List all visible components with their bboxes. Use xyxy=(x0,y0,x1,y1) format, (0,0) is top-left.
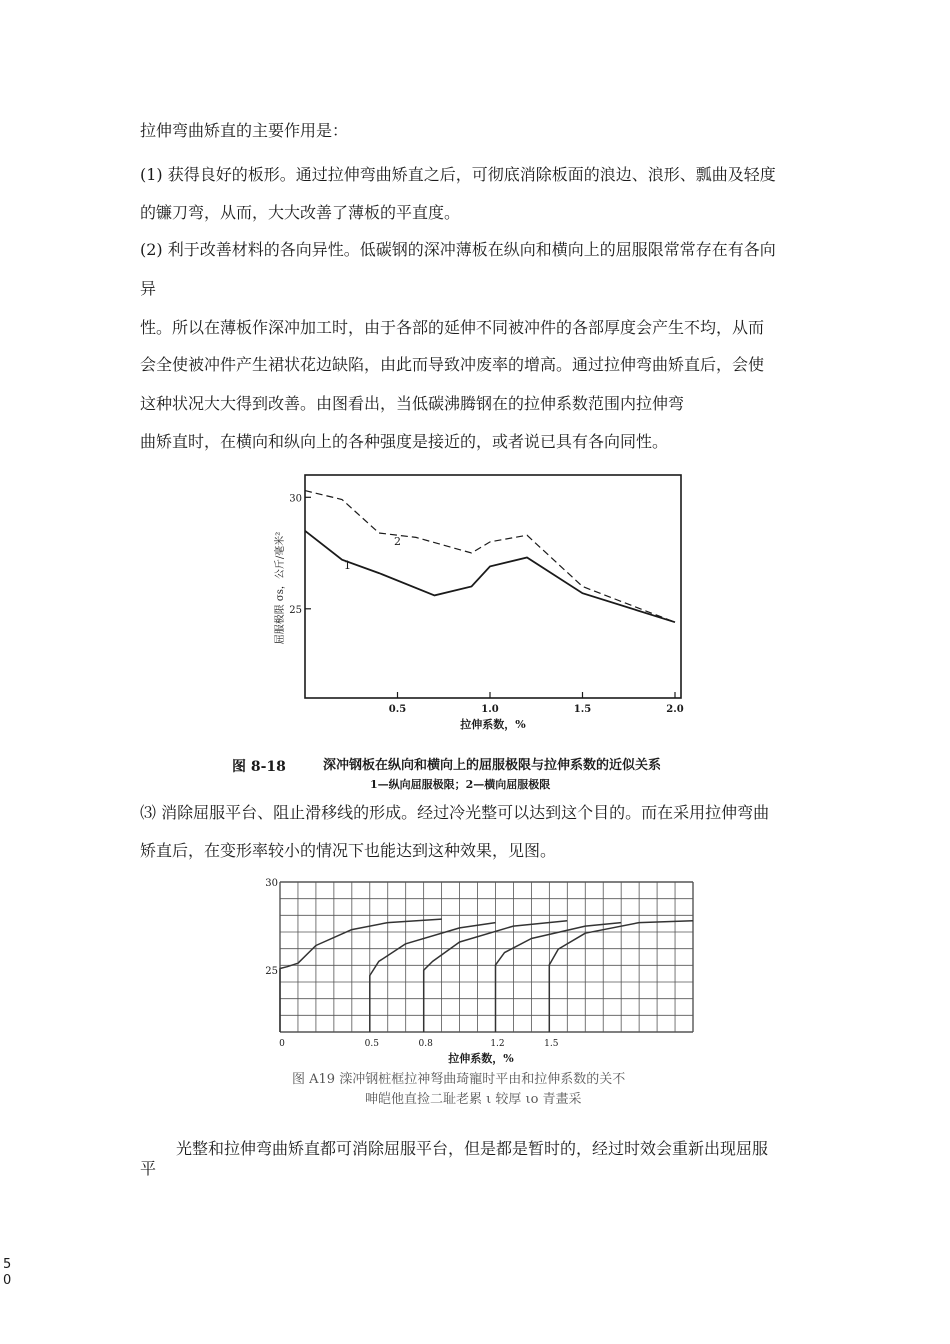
x-tick-label: 1.2 xyxy=(490,1039,505,1049)
x-tick-label: 1.5 xyxy=(544,1039,559,1049)
paragraph-1-line-1: (1) 获得良好的板形。通过拉伸弯曲矫直之后，可彻底消除板面的浪边、浪形、瓢曲及轻度 xyxy=(140,165,776,184)
figure-a19-chart xyxy=(258,878,700,1068)
series-1-line xyxy=(305,531,675,622)
figure-1-legend: 1—纵向屈服极限；2—横向屈服极限 xyxy=(370,778,551,791)
paragraph-2-line-2: 异 xyxy=(140,279,157,298)
series-2-line xyxy=(305,491,675,623)
y-axis-label: 屈服极限 σs，公斤/毫米² xyxy=(275,531,286,645)
paragraph-3-line-2: 矫直后，在变形率较小的情况下也能达到这种效果，见图。 xyxy=(140,841,557,860)
figure-1-number: 图 8-18 xyxy=(232,759,286,775)
x-tick-label: 2.0 xyxy=(666,704,684,715)
paragraph-2-line-4: 会全使被冲件产生裙状花边缺陷，由此而导致冲废率的增高。通过拉伸弯曲矫直后，会使 xyxy=(140,355,765,374)
paragraph-1-line-2: 的镰刀弯，从而，大大改善了薄板的平直度。 xyxy=(140,203,461,222)
paragraph-4-line-1: 光整和拉伸弯曲矫直都可消除屈服平台，但是都是暂时的，经过时效会重新出现屈服 xyxy=(176,1139,769,1158)
curve-1-label: 1 xyxy=(344,559,351,572)
figure-2-caption-line-2: 呻皑他直捡二耻老累 ι 较厚 ιo 青畫采 xyxy=(365,1092,582,1107)
paragraph-3-line-1: ⑶ 消除屈服平台、阻止滑移线的形成。经过冷光整可以达到这个目的。而在采用拉伸弯曲 xyxy=(140,803,770,822)
paragraph-intro: 拉伸弯曲矫直的主要作用是： xyxy=(140,121,349,140)
x-tick-label: 1.5 xyxy=(573,704,592,715)
figure-8-18-chart xyxy=(268,470,708,735)
figure-2-caption-line-1: 图 A19 滦冲钢桩框拉神弩曲琦寵时平由和拉伸系数的关不 xyxy=(292,1072,626,1087)
x-tick-label: 0.5 xyxy=(388,704,407,715)
figure-1-caption: 深冲钢板在纵向和横向上的屈服极限与拉伸系数的近似关系 xyxy=(323,758,662,773)
y-tick-label: 30 xyxy=(289,493,302,505)
y-tick-label: 30 xyxy=(265,878,278,889)
x-axis-label: 拉伸系数，% xyxy=(448,1052,514,1065)
paragraph-2-line-3: 性。所以在薄板作深冲加工时，由于各部的延伸不同被冲件的各部厚度会产生不均，从而 xyxy=(140,318,765,337)
paragraph-2-line-1: (2) 利于改善材料的各向异性。低碳钢的深冲薄板在纵向和横向上的屈服限常常存在有各向 xyxy=(140,240,776,259)
paragraph-2-line-5: 这种状况大大得到改善。由图看出，当低碳沸腾钢在的拉伸系数范围内拉伸弯 xyxy=(140,394,685,413)
page-number-digit-2: 0 xyxy=(3,1273,12,1288)
y-tick-label: 25 xyxy=(265,966,278,978)
curve-2-label: 2 xyxy=(394,535,401,548)
x-tick-label: 0 xyxy=(279,1039,285,1049)
page-number-digit-1: 5 xyxy=(3,1257,12,1272)
y-tick-label: 25 xyxy=(289,604,302,616)
paragraph-2-line-6: 曲矫直时，在横向和纵向上的各种强度是接近的，或者说已具有各向同性。 xyxy=(140,432,669,451)
x-tick-label: 0.8 xyxy=(418,1039,433,1049)
x-axis-label: 拉伸系数，% xyxy=(460,718,526,731)
x-tick-label: 0.5 xyxy=(364,1039,379,1049)
paragraph-4-line-2: 平 xyxy=(140,1159,157,1178)
x-tick-label: 1.0 xyxy=(481,704,499,715)
plot-frame xyxy=(305,475,681,698)
